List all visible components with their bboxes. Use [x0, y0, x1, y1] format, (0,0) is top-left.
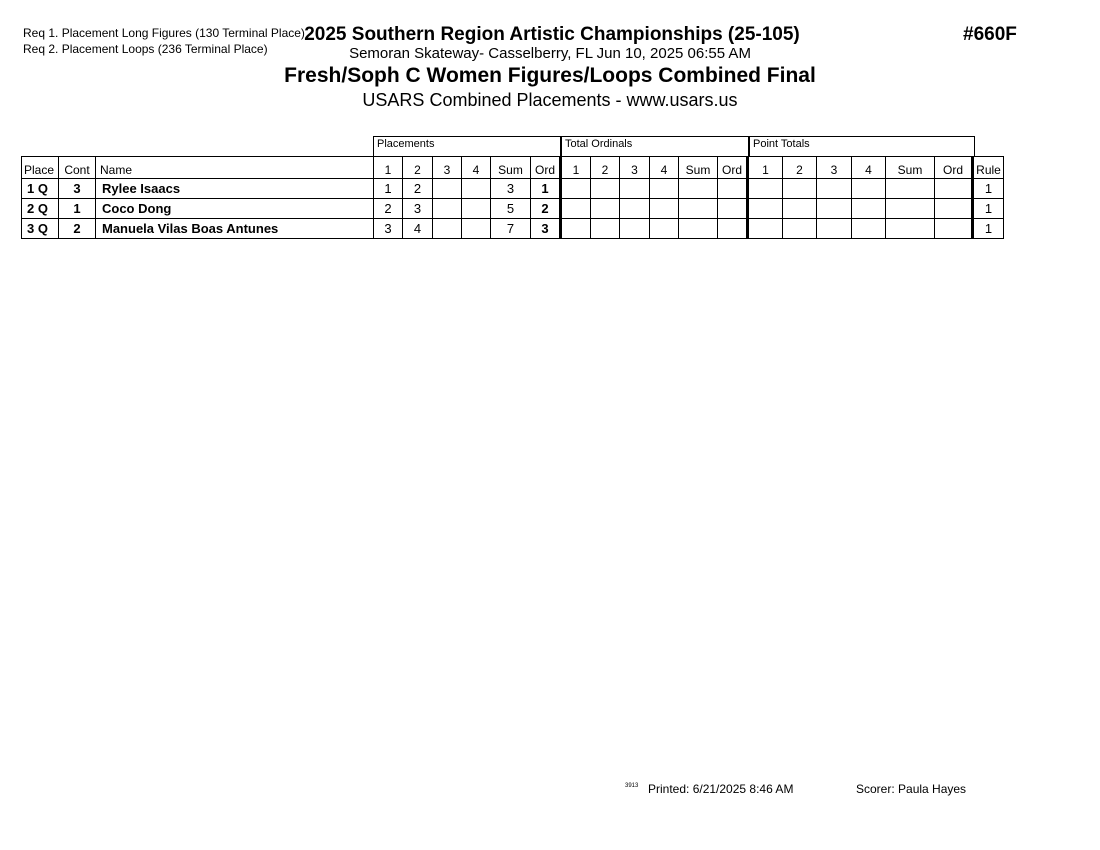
- col-header-point-2: 2: [783, 157, 817, 179]
- results-table: [21, 156, 1004, 239]
- cell-placement-ord: 2: [531, 199, 561, 219]
- subtitle-link[interactable]: USARS Combined Placements - www.usars.us: [362, 90, 738, 110]
- cell-point-1: [748, 179, 783, 199]
- col-header-ordinal-sum: Sum: [679, 157, 718, 179]
- cell-ordinal-2: [591, 179, 620, 199]
- col-header-point-ord: Ord: [935, 157, 973, 179]
- cell-name: Manuela Vilas Boas Antunes: [96, 219, 374, 239]
- cell-placement-3: [433, 219, 462, 239]
- col-header-placement-4: 4: [462, 157, 491, 179]
- col-header-placement-2: 2: [403, 157, 433, 179]
- cell-ordinal-3: [620, 179, 650, 199]
- cell-ordinal-3: [620, 219, 650, 239]
- group-header-point-totals: Point Totals: [749, 136, 975, 157]
- cell-rule: 1: [973, 179, 1004, 199]
- cell-point-3: [817, 199, 852, 219]
- cell-name: Rylee Isaacs: [96, 179, 374, 199]
- table-row: [22, 219, 1004, 239]
- table-row: [22, 199, 1004, 219]
- col-header-point-4: 4: [852, 157, 886, 179]
- cell-ordinal-ord: [718, 219, 748, 239]
- cell-ordinal-1: [561, 219, 591, 239]
- cell-ordinal-sum: [679, 199, 718, 219]
- cell-ordinal-2: [591, 219, 620, 239]
- col-header-ordinal-2: 2: [591, 157, 620, 179]
- cell-point-sum: [886, 199, 935, 219]
- cell-ordinal-4: [650, 219, 679, 239]
- cell-point-ord: [935, 179, 973, 199]
- cell-placement-2: 4: [403, 219, 433, 239]
- cell-cont: 2: [59, 219, 96, 239]
- cell-rule: 1: [973, 219, 1004, 239]
- cell-placement-2: 2: [403, 179, 433, 199]
- col-header-placement-ord: Ord: [531, 157, 561, 179]
- col-header-name: Name: [96, 157, 374, 179]
- cell-placement-1: 1: [374, 179, 403, 199]
- group-header-total-ordinals: Total Ordinals: [561, 136, 749, 157]
- cell-rule: 1: [973, 199, 1004, 219]
- cell-ordinal-3: [620, 199, 650, 219]
- cell-cont: 1: [59, 199, 96, 219]
- col-header-ordinal-4: 4: [650, 157, 679, 179]
- cell-placement-3: [433, 179, 462, 199]
- col-header-place: Place: [22, 157, 59, 179]
- cell-point-2: [783, 179, 817, 199]
- cell-point-2: [783, 219, 817, 239]
- class-title: Fresh/Soph C Women Figures/Loops Combined Final: [284, 64, 816, 87]
- cell-point-4: [852, 199, 886, 219]
- cell-ordinal-1: [561, 179, 591, 199]
- cell-place: 3 Q: [22, 219, 59, 239]
- cell-placement-sum: 7: [491, 219, 531, 239]
- cell-placement-1: 2: [374, 199, 403, 219]
- venue-line: Semoran Skateway- Casselberry, FL Jun 10, 2025 06:55 AM: [349, 45, 751, 62]
- cell-point-1: [748, 199, 783, 219]
- cell-point-ord: [935, 219, 973, 239]
- requirement-2: Req 2. Placement Loops (236 Terminal Place): [23, 42, 268, 56]
- cell-placement-sum: 5: [491, 199, 531, 219]
- event-number: #660F: [963, 24, 1017, 45]
- cell-ordinal-sum: [679, 179, 718, 199]
- col-header-point-1: 1: [748, 157, 783, 179]
- col-header-ordinal-1: 1: [561, 157, 591, 179]
- col-header-ordinal-ord: Ord: [718, 157, 748, 179]
- cell-point-3: [817, 179, 852, 199]
- cell-point-ord: [935, 199, 973, 219]
- cell-placement-2: 3: [403, 199, 433, 219]
- cell-point-3: [817, 219, 852, 239]
- group-header-placements: Placements: [373, 136, 561, 157]
- cell-placement-ord: 1: [531, 179, 561, 199]
- col-header-point-sum: Sum: [886, 157, 935, 179]
- cell-placement-ord: 3: [531, 219, 561, 239]
- footer-code: 3913: [625, 783, 639, 789]
- event-title: 2025 Southern Region Artistic Championships (25-105): [304, 24, 800, 45]
- cell-place: 2 Q: [22, 199, 59, 219]
- cell-name: Coco Dong: [96, 199, 374, 219]
- cell-point-4: [852, 219, 886, 239]
- cell-place: 1 Q: [22, 179, 59, 199]
- col-header-point-3: 3: [817, 157, 852, 179]
- cell-placement-sum: 3: [491, 179, 531, 199]
- cell-ordinal-4: [650, 199, 679, 219]
- col-header-cont: Cont: [59, 157, 96, 179]
- cell-ordinal-ord: [718, 179, 748, 199]
- cell-point-sum: [886, 219, 935, 239]
- col-header-placement-1: 1: [374, 157, 403, 179]
- cell-placement-4: [462, 179, 491, 199]
- cell-ordinal-sum: [679, 219, 718, 239]
- col-header-placement-3: 3: [433, 157, 462, 179]
- col-header-placement-sum: Sum: [491, 157, 531, 179]
- cell-point-1: [748, 219, 783, 239]
- table-header-row: [22, 157, 1004, 179]
- scorer-name: Scorer: Paula Hayes: [856, 782, 967, 796]
- printed-timestamp: Printed: 6/21/2025 8:46 AM: [648, 782, 794, 796]
- cell-cont: 3: [59, 179, 96, 199]
- cell-point-2: [783, 199, 817, 219]
- cell-ordinal-2: [591, 199, 620, 219]
- cell-placement-1: 3: [374, 219, 403, 239]
- cell-ordinal-4: [650, 179, 679, 199]
- cell-ordinal-ord: [718, 199, 748, 219]
- col-header-ordinal-3: 3: [620, 157, 650, 179]
- col-header-rule: Rule: [973, 157, 1004, 179]
- table-row: [22, 179, 1004, 199]
- cell-placement-4: [462, 199, 491, 219]
- cell-point-4: [852, 179, 886, 199]
- cell-placement-4: [462, 219, 491, 239]
- requirement-1: Req 1. Placement Long Figures (130 Terminal Place): [23, 26, 305, 40]
- cell-point-sum: [886, 179, 935, 199]
- cell-ordinal-1: [561, 199, 591, 219]
- cell-placement-3: [433, 199, 462, 219]
